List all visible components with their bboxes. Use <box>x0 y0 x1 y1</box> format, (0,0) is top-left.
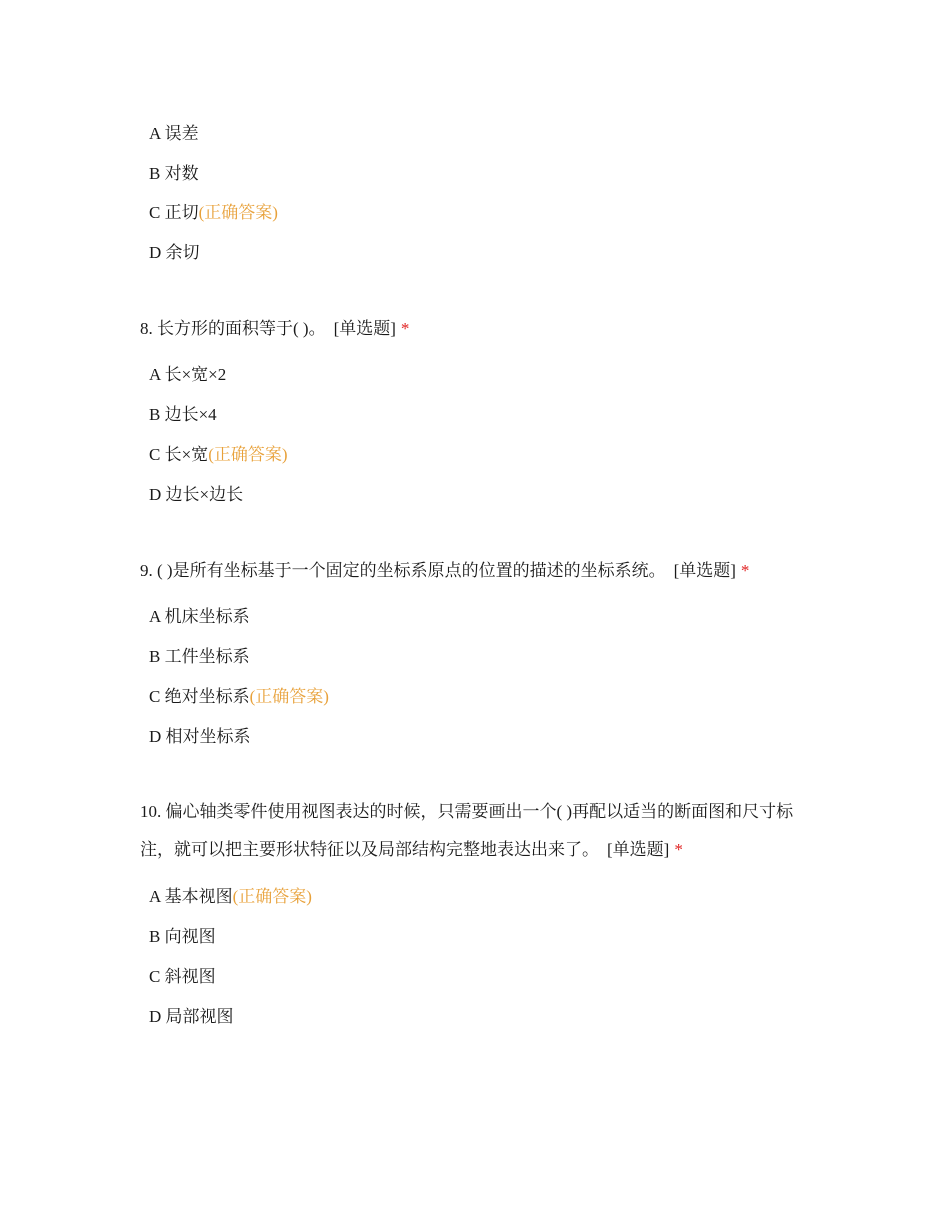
option-text: C 长×宽 <box>149 445 209 464</box>
q7-option-a <box>149 122 199 146</box>
q10-title <box>140 793 808 869</box>
question-text: 8. 长方形的面积等于( )。 <box>140 319 326 338</box>
option-text: B 向视图 <box>149 927 216 946</box>
option-text: B 工件坐标系 <box>149 647 250 666</box>
q9-option-d <box>149 725 251 749</box>
q10-option-a <box>149 885 312 909</box>
question-text: 9. ( )是所有坐标基于一个固定的坐标系原点的位置的描述的坐标系统。 <box>140 561 666 580</box>
option-text: D 局部视图 <box>149 1007 234 1026</box>
required-mark: * <box>400 319 410 338</box>
question-type: [单选题] <box>333 319 396 338</box>
correct-answer-mark: (正确答案) <box>232 887 312 906</box>
question-type: [单选题] <box>673 561 736 580</box>
option-text: D 相对坐标系 <box>149 727 251 746</box>
q7-option-c <box>149 201 278 225</box>
option-text: D 边长×边长 <box>149 485 244 504</box>
q10-option-d <box>149 1005 234 1029</box>
option-text: D 余切 <box>149 243 200 262</box>
q9-option-a <box>149 605 250 629</box>
option-text: C 绝对坐标系 <box>149 687 250 706</box>
option-text: C 正切 <box>149 203 199 222</box>
question-type: [单选题] <box>607 840 670 859</box>
correct-answer-mark: (正确答案) <box>208 445 288 464</box>
correct-answer-mark: (正确答案) <box>198 203 278 222</box>
q8-option-c <box>149 443 288 467</box>
question-text: 10. 偏心轴类零件使用视图表达的时候，只需要画出一个( )再配以适当的断面图和尺寸标注，就可以把主要形状特征以及局部结构完整地表达出来了。 <box>140 802 794 859</box>
option-text: A 机床坐标系 <box>149 607 250 626</box>
q8-option-d <box>149 483 243 507</box>
correct-answer-mark: (正确答案) <box>249 687 329 706</box>
option-text: C 斜视图 <box>149 967 216 986</box>
q9-option-c <box>149 685 329 709</box>
option-text: B 对数 <box>149 164 199 183</box>
q9-option-b <box>149 645 250 669</box>
option-text: B 边长×4 <box>149 405 217 424</box>
option-text: A 长×宽×2 <box>149 365 227 384</box>
option-text: A 基本视图 <box>149 887 233 906</box>
q10-option-b <box>149 925 216 949</box>
q8-option-b <box>149 403 217 427</box>
q7-option-d <box>149 241 200 265</box>
q9-title <box>140 552 840 590</box>
q8-title <box>140 310 820 348</box>
option-text: A 误差 <box>149 124 199 143</box>
required-mark: * <box>740 561 750 580</box>
q10-option-c <box>149 965 216 989</box>
q8-option-a <box>149 363 226 387</box>
q7-option-b <box>149 162 199 186</box>
required-mark: * <box>674 840 683 859</box>
